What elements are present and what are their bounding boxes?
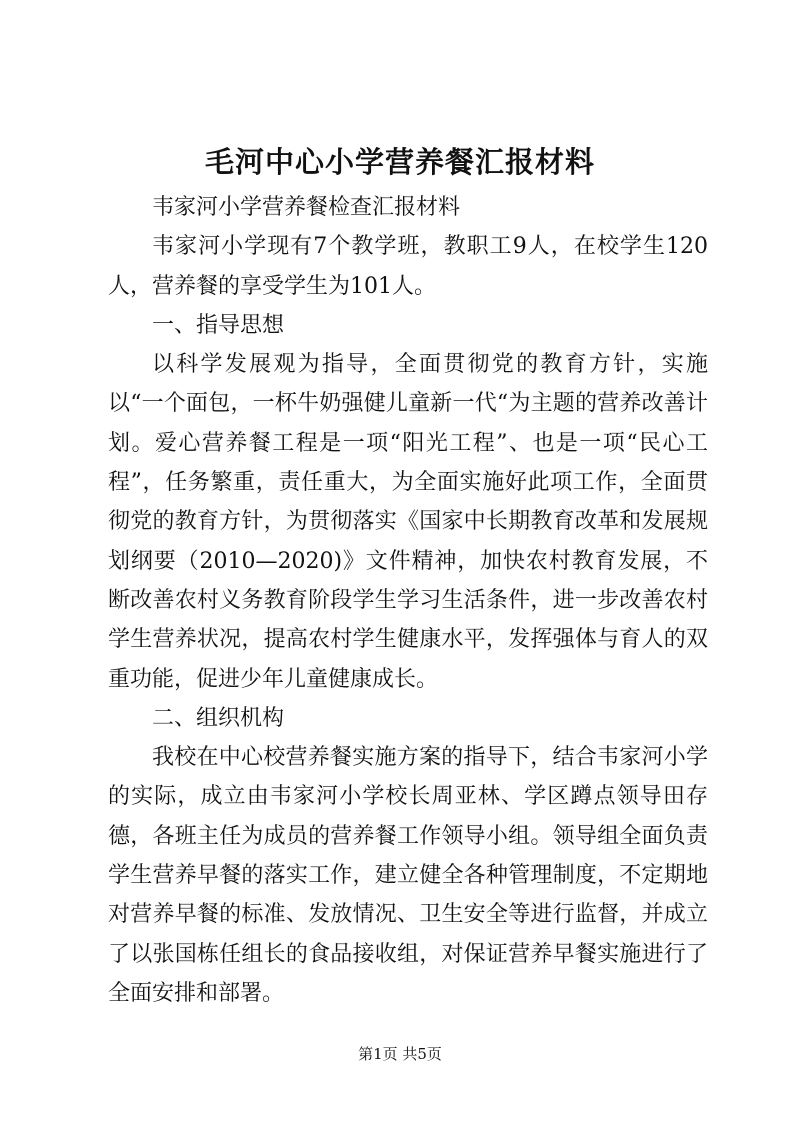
paragraph-organization: 我校在中心校营养餐实施方案的指导下，结合韦家河小学的实际，成立由韦家河小学校长周亚林、学区蹲点领导田存德，各班主任为成员的营养餐工作领导小组。领导组全面负责学生营养早餐的落实工作，建立健全各种管理制度，不定期地对营养早餐的标准、发放情况、卫生安全等进行监督，并成立了以张国栋任组长的食品接收组，对保证营养早餐实施进行了全面安排和部署。	[108, 745, 708, 1006]
document-title: 毛河中心小学营养餐汇报材料	[204, 145, 595, 179]
section-heading-guiding-thought: 一、指导思想	[152, 312, 285, 338]
paragraph-overview: 韦家河小学现有7个教学班，教职工9人，在校学生120人，营养餐的享受学生为101人。	[108, 234, 708, 299]
section-heading-organization: 二、组织机构	[152, 705, 285, 731]
document-body	[108, 188, 708, 1013]
page-footer: 第1页 共5页	[358, 1045, 442, 1063]
paragraph-subtitle: 韦家河小学营养餐检查汇报材料	[152, 195, 461, 220]
paragraph-guiding-thought: 以科学发展观为指导，全面贯彻党的教育方针，实施以“一个面包，一杯牛奶强健儿童新一代“为主题的营养改善计划。爱心营养餐工程是一项“阳光工程”、也是一项“民心工程”，任务繁重，责任重大，为全面实施好此项工作，全面贯彻党的教育方针，为贯彻落实《国家中长期教育改革和发展规划纲要（2010—2020)》文件精神，加快农村教育发展，不断改善农村义务教育阶段学生学习生活条件，进一步改善农村学生营养状况，提高农村学生健康水平，发挥强体与育人的双重功能，促进少年儿童健康成长。	[108, 352, 708, 692]
